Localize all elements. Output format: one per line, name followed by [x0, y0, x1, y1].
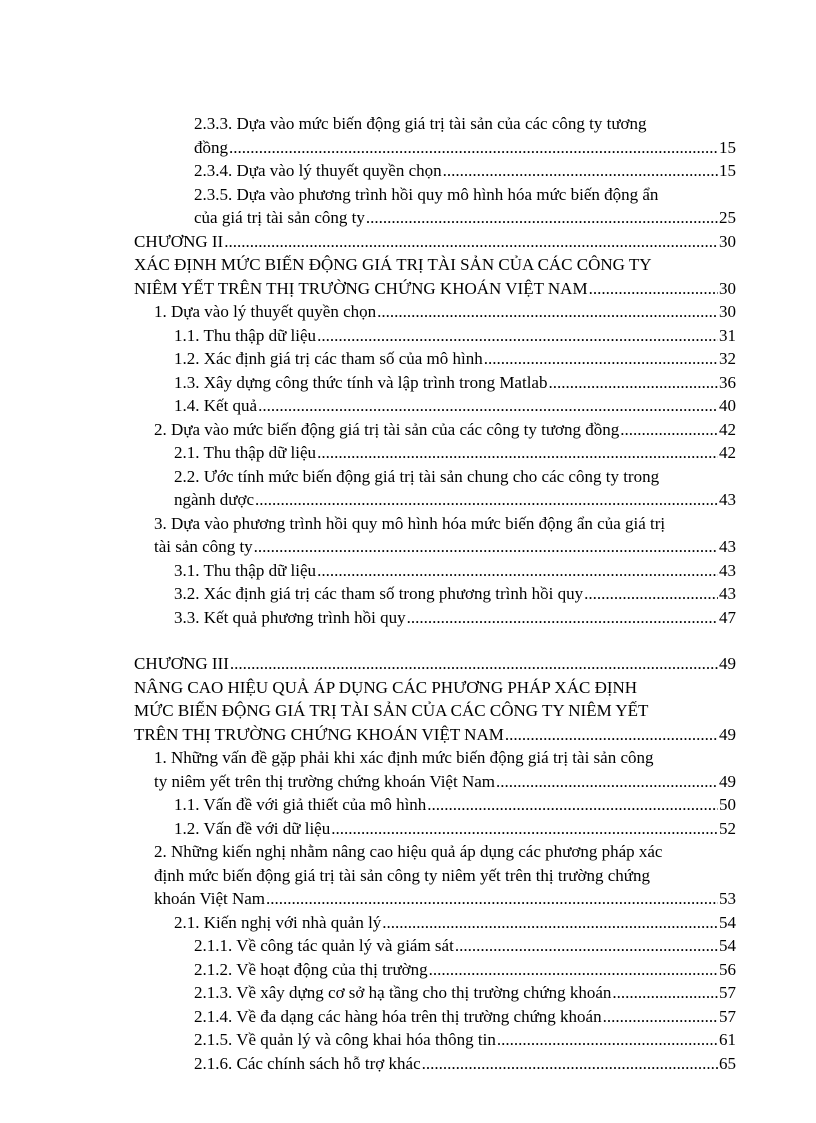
dot-leader [422, 1052, 718, 1076]
toc-page-number: 56 [719, 959, 736, 979]
toc-page-number: 15 [719, 137, 736, 157]
toc-entry-title: 2.1. Kiến nghị với nhà quản lý [174, 912, 382, 932]
toc-entry-title: 3.1. Thu thập dữ liệu [174, 560, 317, 580]
toc-entry-title: 2.3.4. Dựa vào lý thuyết quyền chọn [194, 161, 442, 180]
toc-entry[interactable] [154, 512, 736, 559]
toc-entry-row [174, 394, 736, 418]
toc-entry-row [154, 300, 736, 324]
toc-entry[interactable] [194, 1028, 736, 1052]
toc-entry-title: 1.4. Kết quả [174, 396, 258, 415]
toc-entry[interactable] [174, 582, 736, 606]
toc-entry[interactable] [174, 324, 736, 348]
toc-entry-row [154, 535, 736, 559]
toc-entry-row [174, 488, 736, 512]
toc-page-number: 49 [719, 654, 736, 673]
toc-entry[interactable] [194, 159, 736, 183]
toc-entry-row [154, 770, 736, 794]
toc-entry-title: 1.1. Vấn đề với giả thiết của mô hình [174, 795, 427, 814]
dot-leader [548, 371, 718, 395]
toc-page-number: 42 [719, 443, 736, 462]
toc-entry-title: đồng [194, 137, 228, 157]
toc-entry[interactable] [194, 183, 736, 230]
toc-entry-title: 2. Dựa vào mức biến động giá trị tài sản của các công ty tương đồng [154, 419, 620, 439]
toc-entry-title: 2.1.2. Về hoạt động của thị trường [194, 959, 428, 979]
dot-leader [407, 606, 718, 630]
toc-entry-row [174, 347, 736, 371]
toc-entry[interactable] [174, 465, 736, 512]
dot-leader [589, 277, 718, 301]
toc-entry-row [194, 934, 736, 958]
toc-page-number: 43 [719, 584, 736, 603]
toc-entry-title: 1.2. Vấn đề với dữ liệu [174, 818, 331, 838]
toc-page-number: 53 [719, 889, 736, 908]
toc-entry-title: tài sản công ty [154, 537, 253, 556]
toc-page-number: 36 [719, 372, 736, 392]
dot-leader [429, 958, 718, 982]
toc-entry[interactable] [154, 746, 736, 793]
toc-page-number: 25 [719, 208, 736, 227]
toc-entry-title: 2.1.3. Về xây dựng cơ sở hạ tầng cho thị trường chứng khoán [194, 983, 612, 1002]
toc-entry-title: 1.3. Xây dựng công thức tính và lập trình trong Matlab [174, 372, 548, 392]
toc-entry-title: TRÊN THỊ TRƯỜNG CHỨNG KHOÁN VIỆT NAM [134, 724, 504, 744]
dot-leader [443, 159, 718, 183]
toc-entry-row [174, 817, 736, 841]
toc-page-number: 31 [719, 325, 736, 345]
toc-entry-row [174, 441, 736, 465]
toc-entry-title-line: MỨC BIẾN ĐỘNG GIÁ TRỊ TÀI SẢN CỦA CÁC CÔNG TY NIÊM YẾT [134, 701, 649, 720]
toc-entry-row [174, 793, 736, 817]
toc-chapter-entry[interactable] [134, 652, 736, 676]
toc-entry[interactable] [194, 981, 736, 1005]
dot-leader [427, 793, 718, 817]
toc-entry-title: 2.1.1. Về công tác quản lý và giám sát [194, 936, 454, 955]
dot-leader [497, 1028, 718, 1052]
toc-entry-row [194, 136, 736, 160]
toc-chapter-entry[interactable] [134, 253, 736, 300]
toc-page-number: 50 [719, 795, 736, 814]
toc-page-number: 49 [719, 724, 736, 744]
toc-page-number: 30 [719, 302, 736, 321]
toc-page-number: 42 [719, 419, 736, 439]
dot-leader [584, 582, 718, 606]
toc-entry-row [174, 582, 736, 606]
toc-page-number: 47 [719, 607, 736, 627]
toc-entry-row [134, 723, 736, 747]
toc-entry-row [134, 230, 736, 254]
toc-entry-title-line: 2.3.3. Dựa vào mức biến động giá trị tài sản của các công ty tương [194, 114, 647, 133]
toc-page-number: 54 [719, 936, 736, 955]
toc-entry[interactable] [174, 559, 736, 583]
toc-page-number: 43 [719, 560, 736, 580]
dot-leader [382, 911, 718, 935]
dot-leader [484, 347, 718, 371]
dot-leader [505, 723, 718, 747]
dot-leader [612, 981, 718, 1005]
toc-page-number: 30 [719, 231, 736, 251]
toc-entry-title: 3.3. Kết quả phương trình hồi quy [174, 607, 406, 627]
toc-entry-title: 2.1.6. Các chính sách hỗ trợ khác [194, 1053, 421, 1073]
toc-entry-row [194, 206, 736, 230]
toc-entry[interactable] [194, 112, 736, 159]
toc-entry-title: 2.1.4. Về đa dạng các hàng hóa trên thị trường chứng khoán [194, 1006, 602, 1026]
toc-entry-title-line: 3. Dựa vào phương trình hồi quy mô hình hóa mức biến động ẩn của giá trị [154, 513, 666, 533]
toc-entry[interactable] [194, 1005, 736, 1029]
dot-leader [620, 418, 718, 442]
toc-entry-title: NIÊM YẾT TRÊN THỊ TRƯỜNG CHỨNG KHOÁN VIỆT NAM [134, 278, 588, 298]
toc-entry-row [174, 911, 736, 935]
dot-leader [230, 652, 718, 676]
toc-entry[interactable] [174, 793, 736, 817]
dot-leader [258, 394, 718, 418]
toc-entry-title-line: NÂNG CAO HIỆU QUẢ ÁP DỤNG CÁC PHƯƠNG PHÁP XÁC ĐỊNH [134, 677, 638, 697]
dot-leader [266, 887, 718, 911]
dot-leader [377, 300, 718, 324]
toc-entry-title-line: 2. Những kiến nghị nhằm nâng cao hiệu quả áp dụng các phương pháp xác [154, 842, 663, 861]
toc-entry-row [194, 1052, 736, 1076]
toc-page-number: 32 [719, 349, 736, 368]
toc-entry[interactable] [154, 840, 736, 911]
dot-leader [255, 488, 718, 512]
toc-entry[interactable] [174, 347, 736, 371]
toc-entry-row [174, 559, 736, 583]
toc-entry-title-line: 2.3.5. Dựa vào phương trình hồi quy mô hình hóa mức biến động ẩn [194, 184, 659, 204]
toc-entry-row [134, 652, 736, 676]
toc-page-number: 30 [719, 278, 736, 298]
dot-leader [317, 324, 718, 348]
toc-entry[interactable] [174, 817, 736, 841]
toc-entry-title: 3.2. Xác định giá trị các tham số trong phương trình hồi quy [174, 584, 584, 603]
toc-entry-row [194, 1005, 736, 1029]
toc-entry[interactable] [194, 1052, 736, 1076]
toc-entry[interactable] [174, 394, 736, 418]
toc-page-number: 57 [719, 1006, 736, 1026]
toc-entry-title: của giá trị tài sản công ty [194, 208, 365, 227]
toc-page-number: 43 [719, 537, 736, 556]
toc-entry-row [194, 1028, 736, 1052]
toc-page-number: 54 [719, 912, 736, 932]
toc-entry-title: CHƯƠNG III [134, 654, 229, 673]
toc-entry-title: 1. Dựa vào lý thuyết quyền chọn [154, 302, 377, 321]
dot-leader [224, 230, 718, 254]
toc-entry-title: 1.1. Thu thập dữ liệu [174, 325, 317, 345]
toc-entry-title: 1.2. Xác định giá trị các tham số của mô hình [174, 349, 483, 368]
toc-entry-row [134, 277, 736, 301]
dot-leader [455, 934, 718, 958]
dot-leader [317, 441, 718, 465]
toc-entry-row [194, 958, 736, 982]
toc-page-number: 49 [719, 771, 736, 791]
toc-page-number: 15 [719, 161, 736, 180]
toc-entry[interactable] [154, 300, 736, 324]
toc-entry-row [174, 606, 736, 630]
table-of-contents [0, 112, 816, 1075]
toc-chapter-entry[interactable] [134, 230, 736, 254]
toc-entry-row [194, 159, 736, 183]
toc-page-number: 52 [719, 818, 736, 838]
toc-entry-row [154, 418, 736, 442]
dot-leader [366, 206, 718, 230]
toc-entry[interactable] [154, 418, 736, 442]
dot-leader [229, 136, 718, 160]
section-spacer [0, 629, 816, 652]
dot-leader [603, 1005, 718, 1029]
toc-entry-row [194, 981, 736, 1005]
toc-chapter-entry[interactable] [134, 676, 736, 747]
toc-entry[interactable] [174, 441, 736, 465]
toc-entry[interactable] [194, 958, 736, 982]
toc-page-number: 65 [719, 1053, 736, 1073]
toc-entry-title: khoán Việt Nam [154, 889, 266, 908]
toc-entry[interactable] [174, 606, 736, 630]
dot-leader [331, 817, 718, 841]
toc-entry-title: 2.1.5. Về quản lý và công khai hóa thông tin [194, 1030, 496, 1049]
toc-entry[interactable] [174, 911, 736, 935]
dot-leader [496, 770, 718, 794]
dot-leader [317, 559, 718, 583]
toc-entry[interactable] [194, 934, 736, 958]
toc-page-number: 57 [719, 983, 736, 1002]
toc-entry-row [154, 887, 736, 911]
toc-entry-title-line: 2.2. Ước tính mức biến động giá trị tài sản chung cho các công ty trong [174, 466, 660, 486]
toc-page-number: 61 [719, 1030, 736, 1049]
toc-entry-title-line: định mức biến động giá trị tài sản công ty niêm yết trên thị trường chứng [154, 865, 651, 885]
toc-entry-title: CHƯƠNG II [134, 231, 224, 251]
toc-page-number: 43 [719, 490, 736, 509]
toc-entry-title-line: XÁC ĐỊNH MỨC BIẾN ĐỘNG GIÁ TRỊ TÀI SẢN CỦA CÁC CÔNG TY [134, 255, 652, 274]
toc-page-number: 40 [719, 396, 736, 415]
toc-entry-title: ngành dược [174, 490, 255, 509]
toc-entry-title: ty niêm yết trên thị trường chứng khoán Việt Nam [154, 771, 495, 791]
toc-entry-row [174, 371, 736, 395]
toc-entry[interactable] [174, 371, 736, 395]
toc-entry-title: 2.1. Thu thập dữ liệu [174, 443, 317, 462]
dot-leader [254, 535, 718, 559]
toc-entry-title-line: 1. Những vấn đề gặp phải khi xác định mức biến động giá trị tài sản công [154, 748, 654, 767]
toc-entry-row [174, 324, 736, 348]
